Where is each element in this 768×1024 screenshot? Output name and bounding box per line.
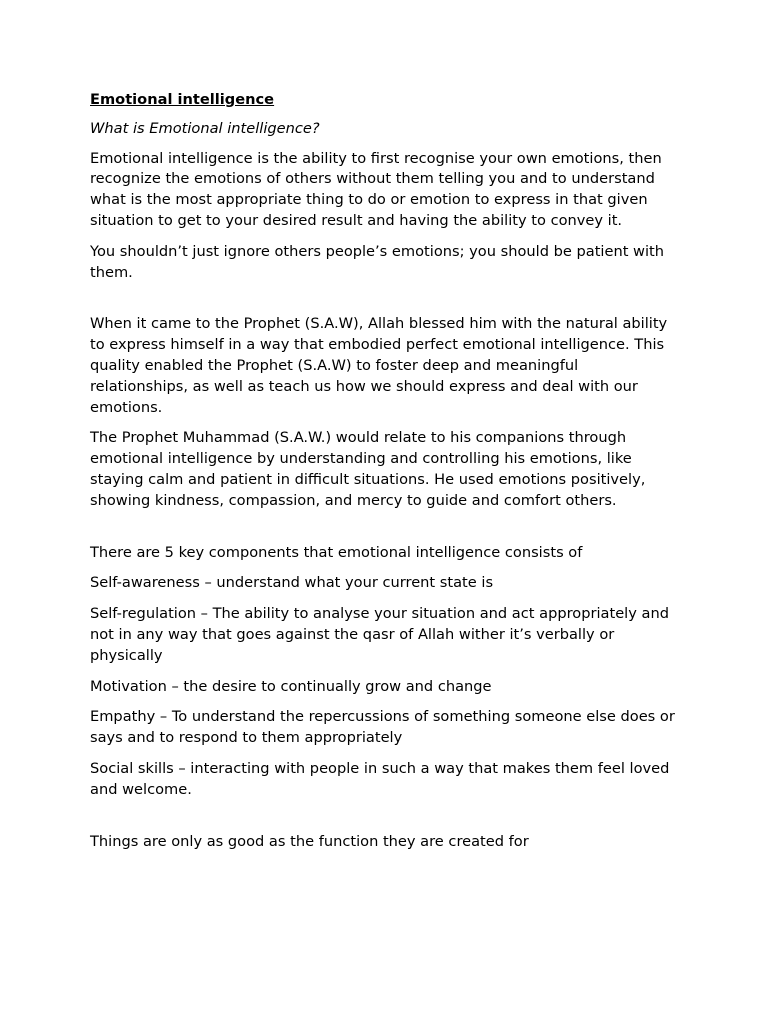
paragraph-prophet-companions: The Prophet Muhammad (S.A.W.) would relate to his companions through emotional intelligence by understanding and controlling his emotions, like staying calm and patient in difficult situations. He used emotions positively, showing kindness, compassion, and mercy to guide and comfort others. — [90, 429, 646, 509]
blank-line — [90, 811, 680, 832]
blank-line — [90, 293, 680, 314]
paragraph-patience: You shouldn’t just ignore others people’s emotions; you should be patient with them. — [90, 242, 665, 281]
component-motivation: Motivation – the desire to continually grow and change — [90, 677, 492, 695]
paragraph-prophet-ability: When it came to the Prophet (S.A.W), Allah blessed him with the natural ability to express himself in a way that embodied perfect emotional intelligence. This quality enabled the Prophet (S.A.W) to foster deep and meaningful relationships, as well as teach us how we should express and deal with our emotions. — [90, 315, 668, 416]
component-social-skills: Social skills – interacting with people in such a way that makes them feel loved and welcome. — [90, 759, 670, 798]
component-self-awareness: Self-awareness – understand what your current state is — [90, 574, 494, 592]
component-self-regulation: Self-regulation – The ability to analyse your situation and act appropriately and not in any way that goes against the qasr of Allah wither it’s verbally or physically — [90, 605, 669, 664]
paragraph-definition: Emotional intelligence is the ability to first recognise your own emotions, then recognize the emotions of others without them telling you and to understand what is the most appropriate thing to do or emotion to express in that given situation to get to your desired result and having the ability to convey it. — [90, 149, 662, 229]
document-title: Emotional intelligence — [90, 91, 275, 108]
component-empathy: Empathy – To understand the repercussions of something someone else does or says and to respond to them appropriately — [90, 708, 675, 747]
paragraph-components-intro: There are 5 key components that emotional intelligence consists of — [90, 543, 583, 561]
document-subtitle: What is Emotional intelligence? — [90, 119, 320, 137]
paragraph-closing: Things are only as good as the function they are created for — [90, 832, 529, 850]
blank-line — [90, 522, 680, 543]
document-page — [90, 90, 680, 862]
